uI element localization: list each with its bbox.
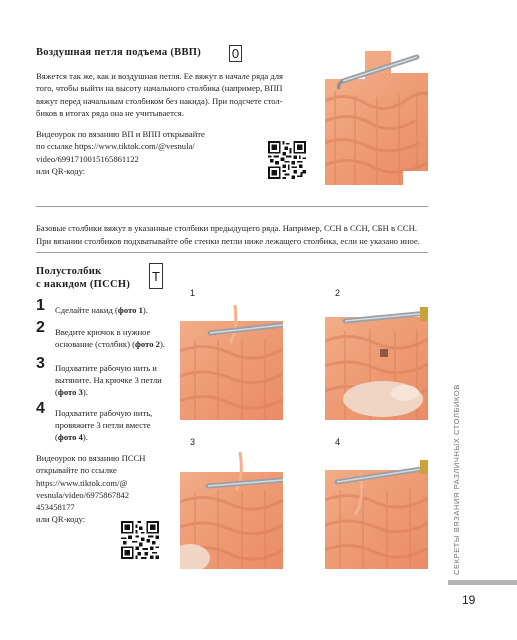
step-4 (36, 400, 171, 443)
vvp-symbol: 0 (229, 45, 242, 62)
step-text: Подхватите рабочую нить и вытяните. На крючке 3 петли (фото 3). (55, 363, 162, 397)
section-divider (36, 206, 428, 207)
text-line: Вяжется так же, как и воздушная петля. Ее вяжут в начале ряда для (36, 71, 283, 81)
step-2 (36, 319, 171, 350)
pssn-symbol: T (149, 263, 163, 289)
text-line: открывайте по ссылке (36, 465, 117, 476)
pssn-title-line: Полустолбик (36, 266, 102, 277)
vvp-description (36, 70, 309, 119)
pssn-title (36, 266, 130, 291)
text-line: или QR-коду: (36, 165, 86, 176)
step-number: 3 (36, 355, 45, 372)
text-line: Видеоурок по вязанию ПССН (36, 453, 146, 463)
photo-label: 4 (335, 437, 341, 447)
yarn-photo-illustration (325, 51, 428, 185)
vvp-video-link-text (36, 128, 256, 177)
photo-step-4 (325, 430, 428, 569)
text-line: биков в итогах ряда она не учитывается. (36, 107, 184, 118)
step-number: 4 (36, 400, 45, 417)
step-number: 2 (36, 319, 45, 336)
vvp-title: Воздушная петля подъема (ВВП) (36, 47, 202, 58)
step-number: 1 (36, 297, 45, 314)
chapter-side-label: СЕКРЕТЫ ВЯЗАНИЯ РАЗЛИЧНЫХ СТОЛБИКОВ (452, 384, 461, 575)
text-line: вяжут перед начальным столбиком без накида). При подсчете стол- (36, 95, 283, 106)
photo-step-1 (180, 281, 283, 420)
vvp-qr-code[interactable] (268, 141, 306, 179)
text-line: При вязании столбиков подхватывайте обе стенки петли ниже лежащего столбика, если не указано иное. (36, 235, 420, 246)
yarn-photo-illustration (180, 430, 283, 569)
photo-step-2 (325, 281, 428, 420)
pssn-qr-code[interactable] (121, 521, 159, 559)
photo-vvp (325, 51, 428, 185)
step-text: Подхватите рабочую нить, провяжите 3 петли вместе (фото 4). (55, 408, 153, 442)
yarn-photo-illustration (325, 430, 428, 569)
photo-label: 2 (335, 288, 341, 298)
step-3 (36, 355, 171, 398)
photo-label: 3 (190, 437, 196, 447)
text-line: Видеоурок по вязанию ВП и ВПП открывайте (36, 129, 205, 139)
text-line: или QR-коду: (36, 514, 86, 525)
yarn-photo-illustration (180, 281, 283, 420)
pssn-video-link-text (36, 452, 156, 526)
text-line[interactable]: https://www.tiktok.com/@ (36, 477, 128, 488)
text-line[interactable]: по ссылке https://www.tiktok.com/@vesnula/ (36, 141, 195, 152)
text-line[interactable]: video/6991710015165861122 (36, 153, 139, 164)
pssn-title-line: с накидом (ПССН) (36, 278, 131, 290)
footer-bar (448, 580, 517, 585)
step-text: Введите крючок в нужное основание (столбик) (фото 2). (55, 327, 165, 349)
photo-label: 1 (190, 288, 196, 298)
text-line: Базовые столбики вяжут в указанные столбики предыдущего ряда. Например, ССН в ССН, СБН в ССН. (36, 223, 417, 233)
section-divider (36, 252, 428, 253)
text-line: того, чтобы выйти на высоту начального столбика (например, ВПП (36, 83, 283, 94)
base-stitches-note (36, 222, 466, 247)
yarn-photo-illustration (325, 281, 428, 420)
step-text: Сделайте накид (фото 1). (55, 305, 148, 315)
page-number: 19 (462, 593, 476, 607)
text-line[interactable]: 453458177 (36, 502, 75, 513)
text-line[interactable]: vesnula/video/6975867842 (36, 489, 130, 500)
step-1 (36, 297, 171, 316)
photo-step-3 (180, 430, 283, 569)
